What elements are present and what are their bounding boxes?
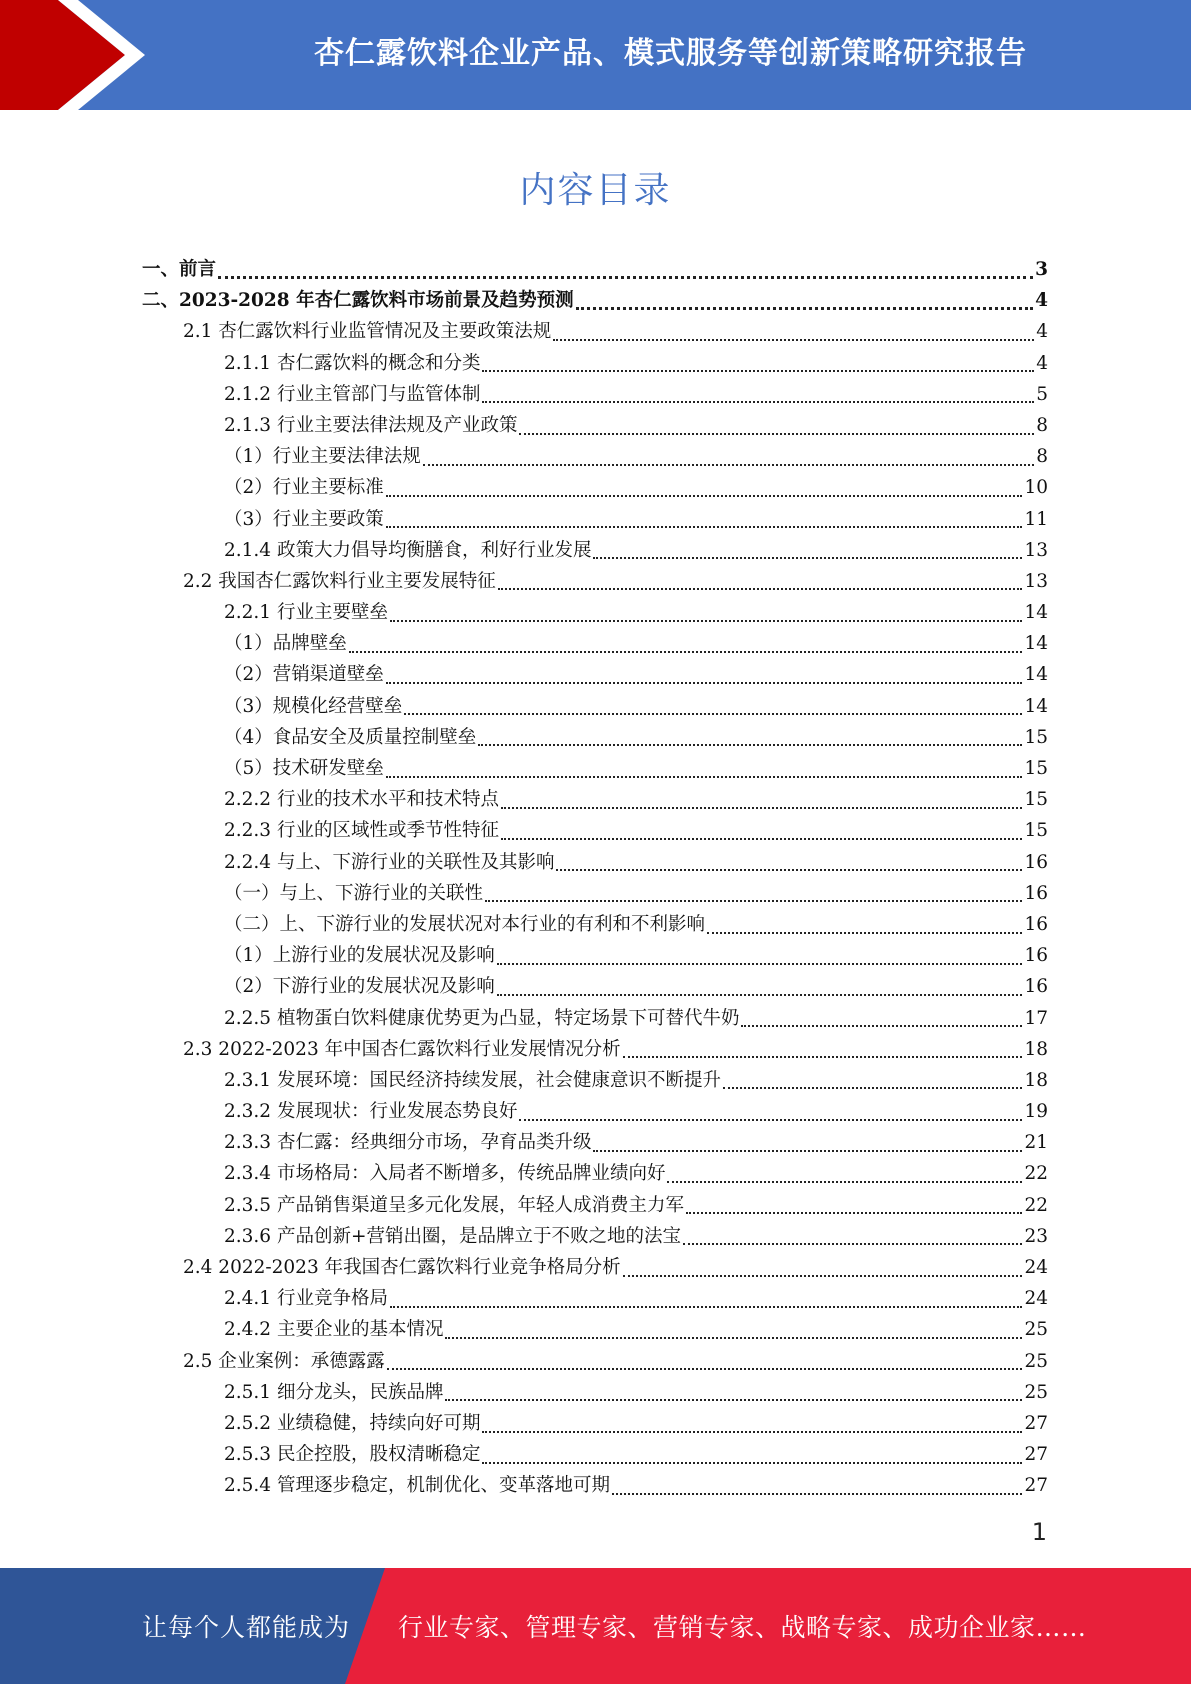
toc-leader-dots <box>349 651 1023 653</box>
toc-entry-title: 2.5.2 业绩稳健，持续向好可期 <box>224 1412 481 1434</box>
toc-entry-page: 27 <box>1024 1475 1048 1497</box>
toc-entry[interactable] <box>142 909 1048 940</box>
toc-entry-title: 2.3.6 产品创新+营销出圈，是品牌立于不败之地的法宝 <box>224 1225 681 1247</box>
toc-entry-page: 13 <box>1024 539 1048 561</box>
toc-entry-title: （4）食品安全及质量控制壁垒 <box>224 726 477 748</box>
toc-leader-dots <box>741 1025 1022 1027</box>
toc-entry-title: 2.2 我国杏仁露饮料行业主要发展特征 <box>183 570 496 592</box>
toc-entry[interactable] <box>142 659 1048 690</box>
toc-leader-dots <box>593 557 1022 559</box>
toc-entry-page: 24 <box>1024 1288 1048 1310</box>
toc-entry-title: （1）品牌壁垒 <box>224 633 347 655</box>
page-number: 1 <box>1031 1518 1047 1546</box>
toc-entry-title: （5）技术研发壁垒 <box>224 758 384 779</box>
toc-entry-title: 2.4.2 主要企业的基本情况 <box>224 1319 444 1341</box>
toc-entry-page: 14 <box>1024 602 1048 624</box>
toc-leader-dots <box>485 900 1022 902</box>
toc-entry-title: 2.3 2022-2023 年中国杏仁露饮料行业发展情况分析 <box>183 1038 621 1060</box>
toc-entry-title: （1）行业主要法律法规 <box>224 446 421 468</box>
toc-entry-page: 25 <box>1024 1319 1048 1341</box>
toc-entry-page: 14 <box>1024 633 1048 655</box>
toc-leader-dots <box>553 339 1034 341</box>
toc-entry[interactable] <box>142 535 1048 566</box>
toc-entry[interactable] <box>142 1346 1048 1377</box>
toc-leader-dots <box>519 433 1034 435</box>
toc-entry-page: 4 <box>1036 352 1048 374</box>
toc-leader-dots <box>667 1181 1022 1183</box>
toc-entry-title: 2.3.2 发展现状：行业发展态势良好 <box>224 1101 518 1123</box>
toc-leader-dots <box>390 1306 1022 1308</box>
toc-entry-page: 4 <box>1035 290 1048 312</box>
toc-entry-title: 2.1.4 政策大力倡导均衡膳食，利好行业发展 <box>224 539 592 561</box>
toc-entry[interactable] <box>142 441 1048 472</box>
toc-entry[interactable] <box>142 628 1048 659</box>
toc-entry-page: 16 <box>1024 913 1048 935</box>
toc-entry-page: 19 <box>1024 1101 1048 1123</box>
toc-leader-dots <box>498 588 1023 590</box>
toc-entry[interactable] <box>142 940 1048 971</box>
toc-entry[interactable] <box>142 878 1048 909</box>
toc-entry[interactable] <box>142 597 1048 628</box>
toc-leader-dots <box>482 370 1034 372</box>
toc-entry-title: 2.1.2 行业主管部门与监管体制 <box>224 383 481 405</box>
toc-title: 内容目录 <box>519 170 672 211</box>
toc-entry-title: 一、前言 <box>142 259 217 280</box>
toc-entry[interactable] <box>142 1314 1048 1345</box>
toc-leader-dots <box>482 1431 1022 1433</box>
toc-entry[interactable] <box>142 285 1048 316</box>
toc-entry-title: 2.2.5 植物蛋白饮料健康优势更为凸显，特定场景下可替代牛奶 <box>224 1007 740 1029</box>
toc-entry-page: 21 <box>1024 1132 1048 1154</box>
toc-leader-dots <box>686 1212 1022 1214</box>
toc-leader-dots <box>390 620 1022 622</box>
toc-leader-dots <box>423 464 1034 466</box>
toc-entry-page: 15 <box>1024 820 1048 842</box>
toc-leader-dots <box>478 744 1022 746</box>
toc-leader-dots <box>386 776 1023 778</box>
toc-leader-dots <box>445 1399 1022 1401</box>
toc-entry-page: 16 <box>1024 851 1048 873</box>
toc-entry[interactable] <box>142 1252 1048 1283</box>
toc-leader-dots <box>707 932 1022 934</box>
toc-entry-title: （2）营销渠道壁垒 <box>224 664 384 686</box>
toc-entry[interactable] <box>142 847 1048 878</box>
toc-entry-page: 15 <box>1024 789 1048 811</box>
toc-entry-page: 14 <box>1024 695 1048 717</box>
toc-entry-title: 2.1.3 行业主要法律法规及产业政策 <box>224 414 518 436</box>
toc-entry-page: 14 <box>1024 664 1048 686</box>
toc-entry-title: （2）行业主要标准 <box>224 477 384 499</box>
toc-entry-page: 27 <box>1024 1412 1048 1434</box>
toc-entry-page: 22 <box>1024 1194 1048 1216</box>
toc-entry[interactable] <box>142 1127 1048 1158</box>
toc-entry[interactable] <box>142 1470 1048 1501</box>
toc-entry-title: 2.2.2 行业的技术水平和技术特点 <box>224 789 499 811</box>
toc-leader-dots <box>497 963 1023 965</box>
toc-leader-dots <box>218 276 1033 279</box>
toc-entry[interactable] <box>142 566 1048 597</box>
toc-entry-page: 27 <box>1024 1444 1048 1466</box>
toc-leader-dots <box>519 1119 1022 1121</box>
toc-leader-dots <box>404 713 1022 715</box>
toc-entry[interactable] <box>142 1221 1048 1252</box>
toc-entry-page: 4 <box>1036 321 1048 343</box>
toc-entry-title: 2.3.4 市场格局：入局者不断增多，传统品牌业绩向好 <box>224 1163 666 1185</box>
toc-entry[interactable] <box>142 316 1048 347</box>
toc-entry[interactable] <box>142 1190 1048 1221</box>
toc-entry[interactable] <box>142 1283 1048 1314</box>
toc-entry-title: （二）上、下游行业的发展状况对本行业的有利和不利影响 <box>224 913 706 935</box>
toc-entry[interactable] <box>142 504 1048 535</box>
toc-entry-title: （1）上游行业的发展状况及影响 <box>224 945 495 967</box>
toc-entry[interactable] <box>142 971 1048 1002</box>
toc-leader-dots <box>556 869 1022 871</box>
toc-entry[interactable] <box>142 722 1048 753</box>
toc-entry-title: 2.5.4 管理逐步稳定，机制优化、变革落地可期 <box>224 1475 610 1497</box>
toc-entry-title: （2）下游行业的发展状况及影响 <box>224 976 495 998</box>
toc-entry[interactable] <box>142 1439 1048 1470</box>
toc-entry-title: 2.3.5 产品销售渠道呈多元化发展，年轻人成消费主力军 <box>224 1194 684 1216</box>
toc-entry-page: 16 <box>1024 882 1048 904</box>
toc-entry-title: 2.1 杏仁露饮料行业监管情况及主要政策法规 <box>183 321 552 343</box>
toc-entry-title: 2.4.1 行业竞争格局 <box>224 1288 388 1310</box>
toc-leader-dots <box>501 838 1022 840</box>
toc-entry-page: 23 <box>1024 1225 1048 1247</box>
toc-entry-title: 2.5.1 细分龙头，民族品牌 <box>224 1381 444 1403</box>
toc-entry-title: （3）规模化经营壁垒 <box>224 695 403 717</box>
header-title: 杏仁露饮料企业产品、模式服务等创新策略研究报告 <box>314 36 1027 71</box>
toc-entry-page: 18 <box>1024 1038 1048 1060</box>
toc-leader-dots <box>612 1493 1022 1495</box>
toc-entry-page: 16 <box>1024 976 1048 998</box>
table-of-contents <box>142 254 1048 1502</box>
footer-slogan-left: 让每个人都能成为 <box>142 1613 351 1642</box>
toc-leader-dots <box>386 526 1023 528</box>
toc-entry[interactable] <box>142 254 1048 285</box>
toc-entry-page: 8 <box>1036 446 1048 468</box>
toc-entry-page: 15 <box>1024 726 1048 748</box>
toc-entry[interactable] <box>142 1096 1048 1127</box>
page-footer <box>0 1568 1191 1684</box>
toc-entry-title: 2.2.1 行业主要壁垒 <box>224 602 388 624</box>
toc-entry-page: 25 <box>1024 1381 1048 1403</box>
page-header <box>0 0 1191 110</box>
toc-leader-dots <box>501 807 1022 809</box>
footer-slogan-right: 行业专家、管理专家、营销专家、战略专家、成功企业家…… <box>398 1613 1087 1642</box>
toc-entry-page: 16 <box>1024 945 1048 967</box>
toc-entry-page: 24 <box>1024 1257 1048 1278</box>
toc-entry-page: 5 <box>1036 383 1048 405</box>
toc-entry-title: 2.2.3 行业的区域性或季节性特征 <box>224 820 499 842</box>
toc-entry[interactable] <box>142 1065 1048 1096</box>
toc-entry-page: 15 <box>1024 758 1048 779</box>
toc-entry-title: 二、2023-2028 年杏仁露饮料市场前景及趋势预测 <box>142 290 574 312</box>
toc-entry[interactable] <box>142 1158 1048 1189</box>
toc-leader-dots <box>623 1056 1023 1058</box>
toc-leader-dots <box>386 495 1023 497</box>
toc-leader-dots <box>723 1087 1022 1089</box>
toc-entry-title: 2.3.3 杏仁露：经典细分市场，孕育品类升级 <box>224 1132 592 1154</box>
toc-entry[interactable] <box>142 472 1048 503</box>
toc-leader-dots <box>387 1368 1023 1370</box>
toc-entry-title: 2.1.1 杏仁露饮料的概念和分类 <box>224 352 481 374</box>
toc-entry[interactable] <box>142 379 1048 410</box>
toc-entry-title: 2.5.3 民企控股，股权清晰稳定 <box>224 1444 481 1466</box>
toc-entry-page: 22 <box>1024 1163 1048 1185</box>
toc-entry[interactable] <box>142 784 1048 815</box>
toc-entry-page: 18 <box>1024 1069 1048 1091</box>
toc-entry[interactable] <box>142 691 1048 722</box>
toc-entry-page: 13 <box>1024 570 1048 592</box>
toc-entry-page: 3 <box>1035 259 1048 280</box>
toc-leader-dots <box>482 1462 1022 1464</box>
toc-entry[interactable] <box>142 753 1048 784</box>
toc-leader-dots <box>576 307 1034 310</box>
toc-entry-title: （一）与上、下游行业的关联性 <box>224 882 484 904</box>
toc-entry[interactable] <box>142 410 1048 441</box>
toc-entry[interactable] <box>142 348 1048 379</box>
toc-entry-page: 17 <box>1024 1007 1048 1029</box>
toc-entry-title: 2.4 2022-2023 年我国杏仁露饮料行业竞争格局分析 <box>183 1257 621 1278</box>
toc-entry-page: 10 <box>1024 477 1048 499</box>
toc-entry-title: 2.3.1 发展环境：国民经济持续发展，社会健康意识不断提升 <box>224 1069 721 1091</box>
toc-leader-dots <box>593 1150 1022 1152</box>
toc-leader-dots <box>482 401 1034 403</box>
toc-entry-page: 8 <box>1036 414 1048 436</box>
toc-entry[interactable] <box>142 1408 1048 1439</box>
toc-entry-page: 11 <box>1024 508 1048 530</box>
toc-entry[interactable] <box>142 1003 1048 1034</box>
toc-entry-title: 2.2.4 与上、下游行业的关联性及其影响 <box>224 851 555 873</box>
toc-leader-dots <box>445 1337 1022 1339</box>
toc-entry[interactable] <box>142 815 1048 846</box>
toc-entry-page: 25 <box>1024 1350 1048 1372</box>
toc-leader-dots <box>683 1243 1022 1245</box>
toc-entry[interactable] <box>142 1377 1048 1408</box>
toc-leader-dots <box>497 994 1023 996</box>
toc-leader-dots <box>623 1275 1023 1277</box>
toc-entry[interactable] <box>142 1034 1048 1065</box>
toc-entry-title: 2.5 企业案例：承德露露 <box>183 1350 385 1372</box>
toc-entry-title: （3）行业主要政策 <box>224 508 384 530</box>
toc-leader-dots <box>386 682 1023 684</box>
